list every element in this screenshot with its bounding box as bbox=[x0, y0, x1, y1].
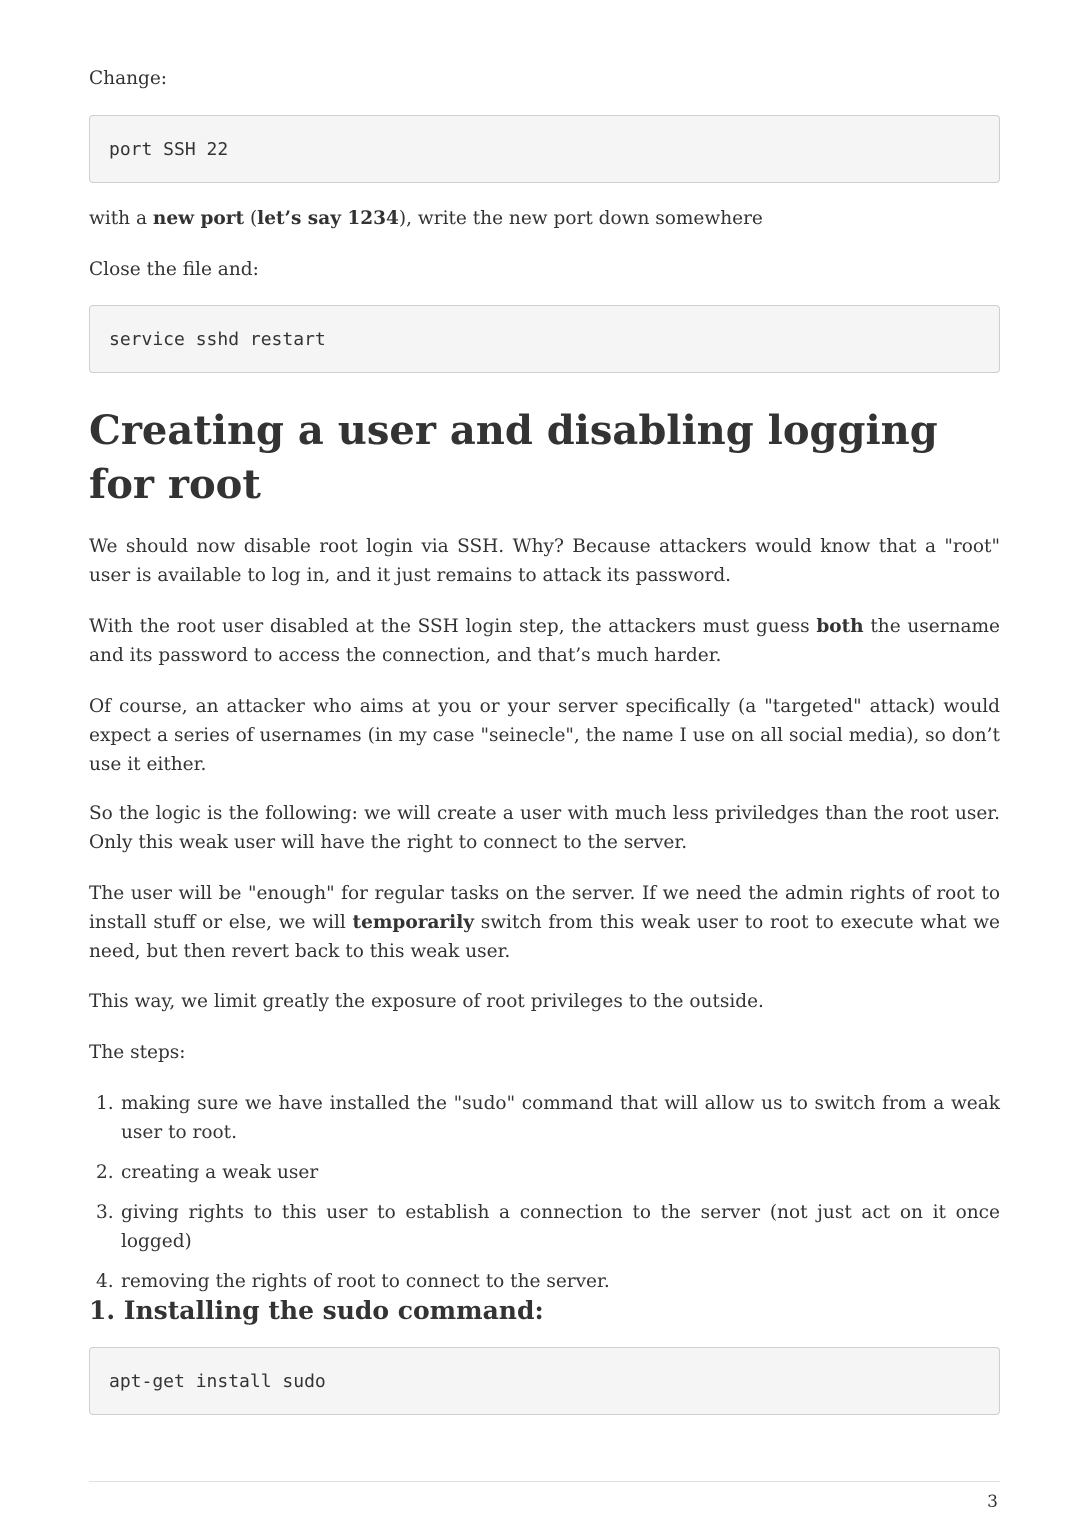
code-block-port bbox=[89, 115, 1000, 183]
paragraph-1: We should now disable root login via SSH. Why? Because attackers would know that a "root" user is available to log in, and it just remains to attack its password. bbox=[89, 536, 1000, 586]
text-span: the username and its password to access the connection, and that’s much harder. bbox=[89, 616, 1000, 666]
bold-span: temporarily bbox=[352, 912, 474, 933]
paragraph-5 bbox=[89, 879, 1000, 966]
paragraph-4: So the logic is the following: we will create a user with much less priviledges than the root user. Only this weak user will have the right to connect to the server. bbox=[89, 803, 1000, 853]
bold-span: let’s say 1234 bbox=[257, 208, 399, 229]
page-number: 3 bbox=[987, 1492, 998, 1512]
list-item bbox=[89, 1158, 1000, 1187]
steps-label: The steps: bbox=[89, 1042, 186, 1063]
list-item bbox=[89, 1267, 1000, 1296]
list-number: 1. bbox=[96, 1093, 114, 1114]
paragraph-3: Of course, an attacker who aims at you or your server specifically (a "targeted" attack) would expect a series of usernames (in my case "seinecle", the name I use on all social media), so don’t use it either. bbox=[89, 696, 1000, 775]
text-span: with a bbox=[89, 208, 153, 229]
code-text: service sshd restart bbox=[109, 328, 326, 350]
list-text: removing the rights of root to connect to the server. bbox=[121, 1271, 610, 1292]
text-span: ( bbox=[244, 208, 258, 229]
list-text: making sure we have installed the "sudo" command that will allow us to switch from a weak user to root. bbox=[121, 1093, 1000, 1143]
list-item bbox=[89, 1089, 1000, 1147]
code-text: apt-get install sudo bbox=[109, 1370, 326, 1392]
list-text: creating a weak user bbox=[121, 1162, 319, 1183]
text-span: With the root user disabled at the SSH login step, the attackers must guess bbox=[89, 616, 817, 637]
code-block-restart bbox=[89, 305, 1000, 373]
list-number: 3. bbox=[96, 1202, 114, 1223]
steps-list bbox=[89, 1089, 1000, 1296]
subsection-heading: 1. Installing the sudo command: bbox=[89, 1296, 544, 1325]
section-heading: Creating a user and disabling logging for root bbox=[89, 407, 938, 508]
close-file-label: Close the file and: bbox=[89, 259, 259, 280]
bold-span: new port bbox=[152, 208, 245, 229]
text-span: The user will be "enough" for regular tasks on the server. If we need the admin rights of root to install stuff or else, we will bbox=[89, 883, 1000, 933]
change-label: Change: bbox=[89, 68, 168, 89]
paragraph-6: This way, we limit greatly the exposure of root privileges to the outside. bbox=[89, 991, 764, 1012]
footer-divider bbox=[89, 1481, 1000, 1482]
code-text: port SSH 22 bbox=[109, 138, 229, 160]
list-number: 2. bbox=[96, 1162, 114, 1183]
new-port-paragraph bbox=[89, 204, 1000, 233]
text-span: switch from this weak user to root to execute what we need, but then revert back to this weak user. bbox=[89, 912, 1000, 962]
text-span: ), write the new port down somewhere bbox=[398, 208, 763, 229]
code-block-install-sudo bbox=[89, 1347, 1000, 1415]
list-text: giving rights to this user to establish a connection to the server (not just act on it once logged) bbox=[121, 1202, 1000, 1252]
bold-span: both bbox=[816, 616, 864, 637]
list-item bbox=[89, 1198, 1000, 1256]
paragraph-2 bbox=[89, 612, 1000, 670]
list-number: 4. bbox=[96, 1271, 114, 1292]
